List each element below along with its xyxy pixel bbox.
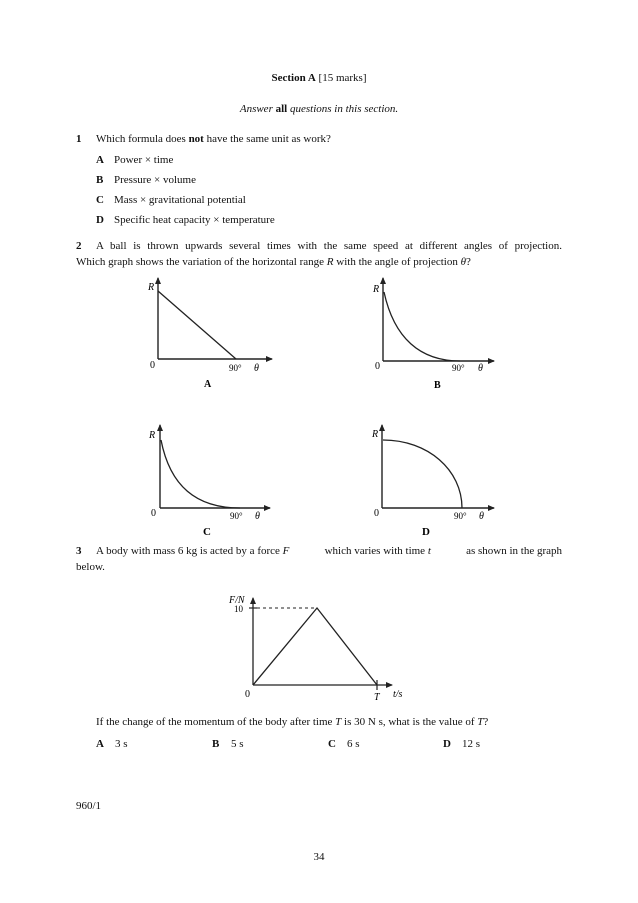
q3-question-end: ? bbox=[483, 716, 489, 728]
q1-option-d-text: Specific heat capacity × temperature bbox=[114, 214, 275, 226]
q3-origin: 0 bbox=[245, 689, 250, 700]
q1-option-b-letter: B bbox=[96, 174, 104, 186]
q2-stem-end: ? bbox=[466, 256, 471, 268]
graph-c-x-label: θ bbox=[255, 511, 260, 522]
q2-stem-pre: Which graph shows the variation of the horizontal range bbox=[76, 256, 325, 268]
q3-option-a-letter: A bbox=[96, 738, 104, 750]
q3-stem-t: t bbox=[427, 545, 431, 557]
graph-b-x-tick: 90° bbox=[452, 363, 465, 373]
q1-option-a-letter: A bbox=[96, 154, 104, 166]
graph-c bbox=[148, 425, 270, 538]
q3-stem-line2: below. bbox=[76, 561, 105, 573]
graph-b-label: B bbox=[434, 380, 441, 391]
q3-stem-pre: A body with mass 6 kg is acted by a force bbox=[96, 545, 280, 557]
q1-number: 1 bbox=[76, 133, 82, 145]
q3-question-t2: T bbox=[477, 716, 484, 728]
q3-graph bbox=[228, 595, 403, 703]
q1-stem-bold: not bbox=[188, 133, 204, 145]
q3-stem-part2 bbox=[325, 545, 431, 557]
graph-b-origin: 0 bbox=[375, 361, 380, 372]
paper-code: 960/1 bbox=[76, 800, 102, 812]
q2-stem-theta: θ bbox=[460, 256, 467, 268]
instruction-pre: Answer bbox=[239, 103, 273, 115]
q3-option-b-letter: B bbox=[212, 738, 220, 750]
graph-a-x-tick: 90° bbox=[229, 363, 242, 373]
q3-question-t: T bbox=[335, 716, 342, 728]
graph-d bbox=[371, 425, 494, 538]
q3-option-d-text: 12 s bbox=[462, 738, 481, 750]
graph-d-x-label: θ bbox=[479, 511, 484, 522]
graph-a-curve bbox=[158, 291, 236, 359]
graph-d-label: D bbox=[422, 526, 430, 538]
page-number: 34 bbox=[313, 851, 325, 863]
q3-stem-part1 bbox=[96, 545, 289, 557]
q1-stem-pre: Which formula does bbox=[96, 133, 186, 145]
q3-question-mid: is 30 N s, what is the value of bbox=[344, 716, 475, 728]
q1-option-c-text: Mass × gravitational potential bbox=[114, 194, 246, 206]
q1-option-c-letter: C bbox=[96, 194, 104, 206]
q1-option-d-letter: D bbox=[96, 214, 104, 226]
q3-stem-mid: which varies with time bbox=[324, 545, 426, 557]
graph-c-curve bbox=[161, 440, 240, 508]
graph-d-origin: 0 bbox=[374, 508, 379, 519]
graph-a-x-label: θ bbox=[254, 363, 259, 374]
q2-stem-r: R bbox=[326, 256, 334, 268]
q3-option-b-text: 5 s bbox=[231, 738, 244, 750]
graph-c-x-tick: 90° bbox=[230, 511, 243, 521]
q3-number: 3 bbox=[76, 545, 82, 557]
graph-b-y-label: R bbox=[373, 284, 380, 295]
graph-b-x-label: θ bbox=[478, 363, 483, 374]
q3-option-a-text: 3 s bbox=[115, 738, 128, 750]
q3-x-tick-label: T bbox=[374, 692, 380, 703]
graph-c-label: C bbox=[203, 526, 211, 538]
q3-option-c-text: 6 s bbox=[347, 738, 360, 750]
graph-d-x-tick: 90° bbox=[454, 511, 467, 521]
instruction-bold: all bbox=[275, 103, 288, 115]
q3-stem-f: F bbox=[282, 545, 290, 557]
graph-a-y-label: R bbox=[148, 282, 155, 293]
q3-force-curve bbox=[253, 608, 377, 685]
graph-b bbox=[372, 278, 494, 391]
section-title-bold: Section A bbox=[271, 72, 316, 84]
q3-x-label: t/s bbox=[393, 689, 403, 700]
q2-stem-line1: A ball is thrown upwards several times with the same speed at different angles of projection. bbox=[96, 240, 562, 252]
q3-y-tick-label: 10 bbox=[234, 604, 243, 614]
q3-stem-post: as shown in the graph bbox=[466, 545, 562, 557]
q3-question-pre: If the change of the momentum of the body after time bbox=[96, 716, 333, 728]
graph-d-y-label: R bbox=[372, 429, 379, 440]
graph-a-label: A bbox=[204, 379, 212, 390]
q1-option-b-text: Pressure × volume bbox=[114, 174, 196, 186]
q3-stem-line1 bbox=[96, 545, 562, 557]
graph-a bbox=[147, 278, 272, 390]
graph-d-curve bbox=[383, 440, 462, 508]
q2-stem-mid: with the angle of projection bbox=[336, 256, 458, 268]
graph-c-y-label: R bbox=[149, 430, 156, 441]
section-marks: [15 marks] bbox=[318, 72, 367, 84]
graph-b-curve bbox=[384, 292, 460, 361]
q1-option-a-text: Power × time bbox=[114, 154, 174, 166]
graph-c-origin: 0 bbox=[151, 508, 156, 519]
q3-y-label: F/N bbox=[229, 595, 245, 606]
q1-stem-post: have the same unit as work? bbox=[206, 133, 331, 145]
q3-question bbox=[96, 716, 488, 728]
graph-a-origin: 0 bbox=[150, 360, 155, 371]
q3-option-d-letter: D bbox=[443, 738, 451, 750]
q3-option-c-letter: C bbox=[328, 738, 336, 750]
q2-number: 2 bbox=[76, 240, 82, 252]
instruction-post: questions in this section. bbox=[289, 103, 399, 115]
